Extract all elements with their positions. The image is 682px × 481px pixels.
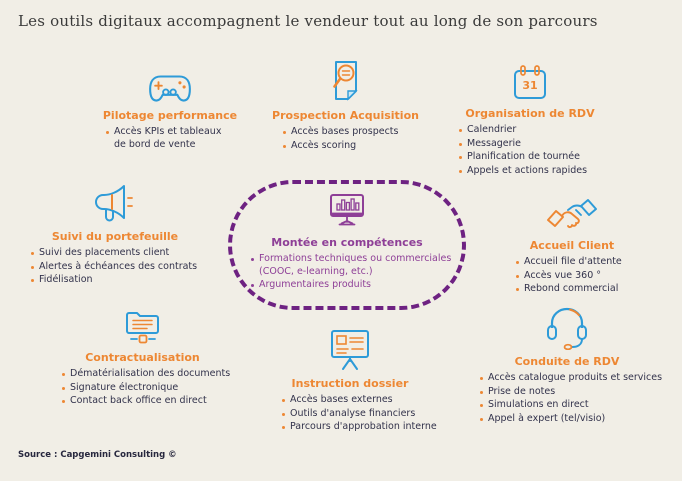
bullet-item: Accès bases externes: [280, 394, 460, 407]
bullet-item: Signature électronique: [60, 382, 265, 395]
bullet-list: [104, 126, 236, 152]
bullet-item: Accès vue 360 °: [514, 270, 674, 283]
bullet-item: Accès catalogue produits et services: [478, 372, 682, 385]
node-suivi-du-portefeuille: [15, 183, 215, 288]
headset-icon: [544, 304, 590, 350]
node-conduite-de-rdv: [462, 304, 672, 426]
bullet-list: [29, 247, 229, 288]
presentation-board-icon: [328, 328, 372, 372]
bullet-item: Outils d'analyse financiers: [280, 408, 460, 421]
node-title: Instruction dossier: [291, 377, 409, 390]
megaphone-icon: [90, 183, 140, 225]
gamepad-icon: [147, 72, 193, 104]
bullet-list: [60, 368, 265, 409]
page-title: Les outils digitaux accompagnent le vendeur tout au long de son parcours: [18, 12, 598, 30]
document-search-icon: [328, 58, 364, 104]
bullet-item: Planification de tournée: [457, 151, 627, 164]
bullet-item: Messagerie: [457, 138, 627, 151]
bullet-item: Accès scoring: [281, 140, 446, 153]
bullet-list: [249, 253, 453, 293]
node-title: Montée en compétences: [271, 236, 423, 249]
bullet-item: Accès bases prospects: [281, 126, 446, 139]
bullet-item: Suivi des placements client: [29, 247, 229, 260]
bullet-item: Parcours d'approbation interne: [280, 421, 460, 434]
bullet-item: Calendrier: [457, 124, 627, 137]
bullet-item: Fidélisation: [29, 274, 229, 287]
node-title: Suivi du portefeuille: [51, 230, 179, 243]
node-pilotage-performance: [90, 72, 250, 152]
bullet-item: Accès KPIs et tableaux de bord de vente: [104, 126, 236, 151]
node-title: Prospection Acquisition: [272, 109, 419, 122]
node-title: Accueil Client: [529, 239, 615, 252]
node-instruction-dossier: [260, 328, 440, 435]
bullet-item: Accueil file d'attente: [514, 256, 674, 269]
node-title: Pilotage performance: [102, 109, 238, 122]
chart-monitor-icon: [325, 191, 369, 231]
handshake-icon: [545, 196, 599, 234]
bullet-list: [514, 256, 674, 297]
bullet-list: [280, 394, 460, 435]
bullet-list: [478, 372, 682, 426]
bullet-item: Rebond commercial: [514, 283, 674, 296]
node-title: Conduite de RDV: [514, 355, 620, 368]
node-contractualisation: [40, 306, 245, 409]
node-organisation-de-rdv: [445, 64, 615, 178]
source-credit: Source : Capgemini Consulting ©: [18, 450, 177, 460]
bullet-item: Simulations en direct: [478, 399, 682, 412]
node-montee-en-competences: [241, 184, 453, 293]
bullet-item: Argumentaires produits: [249, 279, 453, 292]
node-title: Contractualisation: [85, 351, 200, 364]
node-title: Organisation de RDV: [465, 107, 595, 120]
bullet-item: Contact back office en direct: [60, 395, 265, 408]
bullet-list: [457, 124, 627, 178]
bullet-item: Appels et actions rapides: [457, 165, 627, 178]
bullet-item: Formations techniques ou commerciales (COOC, e-learning, etc.): [249, 253, 453, 278]
bullet-list: [281, 126, 446, 153]
bullet-item: Prise de notes: [478, 386, 682, 399]
bullet-item: Alertes à échéances des contrats: [29, 261, 229, 274]
bullet-item: Dématérialisation des documents: [60, 368, 265, 381]
folder-icon: [121, 306, 165, 346]
bullet-item: Appel à expert (tel/visio): [478, 413, 682, 426]
svg-text:31: 31: [522, 79, 538, 92]
node-prospection-acquisition: [263, 58, 428, 153]
calendar-icon: [510, 64, 550, 102]
highlight-dashed-oval: [228, 180, 466, 310]
node-accueil-client: [492, 196, 652, 297]
